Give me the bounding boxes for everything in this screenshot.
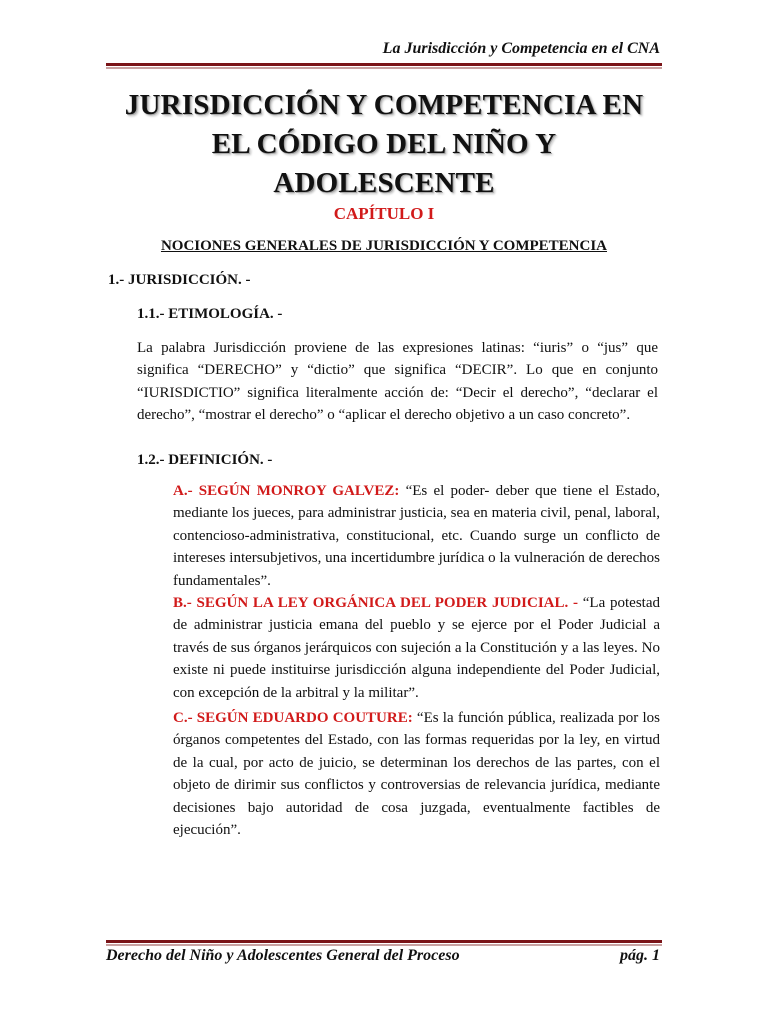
title-line-2: EL CÓDIGO DEL NIÑO Y xyxy=(211,128,557,160)
definition-b xyxy=(173,592,660,704)
definition-a xyxy=(173,480,660,592)
title-line-1: JURISDICCIÓN Y COMPETENCIA EN xyxy=(124,89,644,121)
section-definicion-heading: 1.2.- DEFINICIÓN. - xyxy=(137,452,273,468)
footer-course-title: Derecho del Niño y Adolescentes General del Proceso xyxy=(106,947,460,964)
chapter-heading: CAPÍTULO I xyxy=(333,204,435,223)
chapter-subtitle: NOCIONES GENERALES DE JURISDICCIÓN Y COMPETENCIA xyxy=(160,238,608,254)
title-line-3: ADOLESCENTE xyxy=(273,167,495,199)
header-rule xyxy=(106,63,662,69)
section-etimologia-heading: 1.1.- ETIMOLOGÍA. - xyxy=(137,306,283,322)
definition-c-text: “Es la función pública, realizada por los órganos competentes del Estado, con las formas requeridas por la ley, en virtud de la cual, por acto de juicio, se determinan los derechos de las partes, con el objeto de dirimir sus conflictos y controversias de relevancia jurídica, mediante decisiones bajo autoridad de cosa juzgada, eventualmente factibles de ejecución”. xyxy=(173,710,660,839)
definition-b-author: B.- SEGÚN LA LEY ORGÁNICA DEL PODER JUDICIAL. - xyxy=(173,595,579,611)
page-number: pág. 1 xyxy=(620,947,660,964)
document-title xyxy=(100,86,668,203)
etymology-paragraph: La palabra Jurisdicción proviene de las expresiones latinas: “iuris” o “jus” que significa “DERECHO” y “dictio” que significa “DECIR”. Lo que en conjunto “IURISDICTIO” significa literalmente acción de: “Decir el derecho”, “declarar el derecho”, “mostrar el derecho” o “aplicar el derecho objetivo a un caso concreto”. xyxy=(137,340,658,424)
running-header: La Jurisdicción y Competencia en el CNA xyxy=(382,40,660,57)
definition-a-author: A.- SEGÚN MONROY GALVEZ: xyxy=(173,483,400,499)
definition-c xyxy=(173,707,660,841)
footer-rule xyxy=(106,940,662,946)
section-jurisdiccion-heading: 1.- JURISDICCIÓN. - xyxy=(108,272,251,288)
definition-a-text: “Es el poder- deber que tiene el Estado, mediante los jueces, para administrar justicia, sea en materia civil, penal, laboral, contencioso-administrativa, constitucional, etc. Cuando surge un conflicto de intereses intersubjetivos, una incertidumbre jurídica o la vulneración de derechos fundamentales”. xyxy=(173,483,661,589)
definition-b-text: “La potestad de administrar justicia emana del pueblo y se ejerce por el Poder Judicial a través de sus órganos jerárquicos con sujeción a la Constitución y a las leyes. No existe ni puede instituirse jurisdicción alguna independiente del Poder Judicial, con excepción de la arbitral y la militar”. xyxy=(173,595,660,701)
definition-c-author: C.- SEGÚN EDUARDO COUTURE: xyxy=(173,710,413,726)
